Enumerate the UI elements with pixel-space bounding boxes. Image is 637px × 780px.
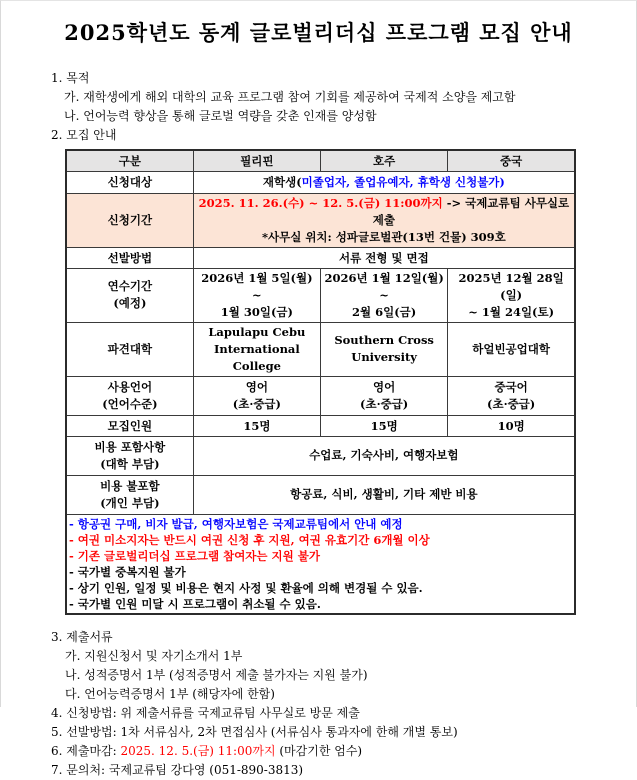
documents-item-3: 다. 언어능력증명서 1부 (해당자에 한함) xyxy=(65,686,275,701)
deadline-suffix: (마감기한 엄수) xyxy=(275,743,363,758)
documents-heading: 3. 제출서류 xyxy=(51,629,113,644)
cost-included-label: 비용 포함사항 xyxy=(94,439,166,454)
row-label-training-period xyxy=(66,268,193,322)
office-location-text: *사무실 위치: 성파글로벌관(13번 건물) 309호 xyxy=(261,229,506,244)
deadline-line xyxy=(51,742,636,761)
purpose-item-2: 나. 언어능력 향상을 통해 글로벌 역량을 갖춘 인재를 양성함 xyxy=(64,109,377,123)
cost-included-sublabel: (대학 부담) xyxy=(100,456,160,471)
cost-excluded-value: 항공료, 식비, 생활비, 기타 제반 비용 xyxy=(193,475,575,514)
recruitment-table xyxy=(65,149,576,615)
purpose-heading: 1. 목적 xyxy=(51,71,90,85)
cost-excluded-label: 비용 불포함 xyxy=(100,478,160,493)
row-eligibility xyxy=(66,171,575,193)
purpose-section xyxy=(51,69,636,145)
note-previous-participants: - 기존 글로벌리더십 프로그램 참여자는 지원 불가 xyxy=(69,548,320,563)
cost-included-value: 수업료, 기숙사비, 여행자보험 xyxy=(193,436,575,475)
language-china: 중국어 (초·중급) xyxy=(448,376,575,415)
note-passport: - 여권 미소지자는 반드시 여권 신청 후 지원, 여권 유효기간 6개월 이상 xyxy=(69,532,430,547)
documents-item-1: 가. 지원신청서 및 자기소개서 1부 xyxy=(65,648,243,663)
language-australia: 영어 (초·중급) xyxy=(321,376,448,415)
training-period-china: 2025년 12월 28일(일) ~ 1월 24일(토) xyxy=(448,268,575,322)
eligibility-prefix: 재학생( xyxy=(262,175,302,189)
language-sublabel: (언어수준) xyxy=(102,396,158,411)
language-philippines: 영어 (초·중급) xyxy=(193,376,320,415)
deadline-date: 2025. 12. 5.(금) 11:00까지 xyxy=(120,743,276,758)
row-label-language xyxy=(66,376,193,415)
table-header-row xyxy=(66,150,575,171)
note-no-duplicate: - 국가별 중복지원 불가 xyxy=(69,564,186,579)
notes-cell xyxy=(66,514,575,614)
language-label: 사용언어 xyxy=(107,379,153,394)
bottom-section xyxy=(51,628,636,780)
row-label-cost-excluded xyxy=(66,475,193,514)
row-cost-excluded xyxy=(66,475,575,514)
row-cost-included xyxy=(66,436,575,475)
col-header-category: 구분 xyxy=(66,150,193,171)
row-notes xyxy=(66,514,575,614)
application-deadline-text: 2025. 11. 26.(수) ~ 12. 5.(금) 11:00까지 xyxy=(198,195,443,210)
note-changes: - 상기 인원, 일정 및 비용은 현지 사정 및 환율에 의해 변경될 수 있음. xyxy=(69,580,423,595)
purpose-item-1: 가. 재학생에게 해외 대학의 교육 프로그램 참여 기회를 제공하여 국제적 소양을 제고함 xyxy=(64,90,516,104)
application-submit-text: -> 국제교류팀 사무실로 제출 xyxy=(372,195,570,227)
selection-method-line: 5. 선발방법: 1차 서류심사, 2차 면접심사 (서류심사 통과자에 한해 개별 통보) xyxy=(51,724,458,739)
host-university-china: 하얼빈공업대학 xyxy=(448,322,575,376)
row-capacity xyxy=(66,415,575,436)
eligibility-restriction: 미졸업자, 졸업유예자, 휴학생 신청불가) xyxy=(301,175,505,189)
col-header-philippines: 필리핀 xyxy=(193,150,320,171)
row-label-application-period: 신청기간 xyxy=(66,193,193,247)
cost-excluded-sublabel: (개인 부담) xyxy=(100,495,160,510)
selection-method-value: 서류 전형 및 면접 xyxy=(193,247,575,268)
training-period-australia: 2026년 1월 12일(월) ~ 2월 6일(금) xyxy=(321,268,448,322)
note-cancellation: - 국가별 인원 미달 시 프로그램이 취소될 수 있음. xyxy=(69,596,321,611)
row-host-university xyxy=(66,322,575,376)
row-label-host-university: 파견대학 xyxy=(66,322,193,376)
row-language xyxy=(66,376,575,415)
eligibility-value xyxy=(193,171,575,193)
row-label-selection-method: 선발방법 xyxy=(66,247,193,268)
training-period-label: 연수기간 xyxy=(107,279,153,293)
application-period-line1 xyxy=(196,195,572,229)
col-header-australia: 호주 xyxy=(321,150,448,171)
host-university-australia: Southern Cross University xyxy=(321,322,448,376)
row-selection-method xyxy=(66,247,575,268)
row-training-period xyxy=(66,268,575,322)
contact-line: 7. 문의처: 국제교류팀 강다영 (051-890-3813) xyxy=(51,762,304,777)
apply-method-line: 4. 신청방법: 위 제출서류를 국제교류팀 사무실로 방문 제출 xyxy=(51,705,360,720)
documents-item-2: 나. 성적증명서 1부 (성적증명서 제출 불가자는 지원 불가) xyxy=(65,667,368,682)
col-header-china: 중국 xyxy=(448,150,575,171)
deadline-prefix: 6. 제출마감: xyxy=(51,743,121,758)
note-flight-info: - 항공권 구매, 비자 발급, 여행자보험은 국제교류팀에서 안내 예정 xyxy=(69,516,403,531)
capacity-china: 10명 xyxy=(448,415,575,436)
training-period-philippines: 2026년 1월 5일(월) ~ 1월 30일(금) xyxy=(193,268,320,322)
row-label-eligibility: 신청대상 xyxy=(66,171,193,193)
row-application-period xyxy=(66,193,575,247)
training-period-sublabel: (예정) xyxy=(113,296,147,310)
recruit-heading: 2. 모집 안내 xyxy=(51,128,117,142)
host-university-philippines: Lapulapu Cebu International College xyxy=(193,322,320,376)
row-label-cost-included xyxy=(66,436,193,475)
page-title: 2025학년도 동계 글로벌리더십 프로그램 모집 안내 xyxy=(64,20,573,45)
capacity-philippines: 15명 xyxy=(193,415,320,436)
capacity-australia: 15명 xyxy=(321,415,448,436)
application-period-value xyxy=(193,193,575,247)
row-label-capacity: 모집인원 xyxy=(66,415,193,436)
